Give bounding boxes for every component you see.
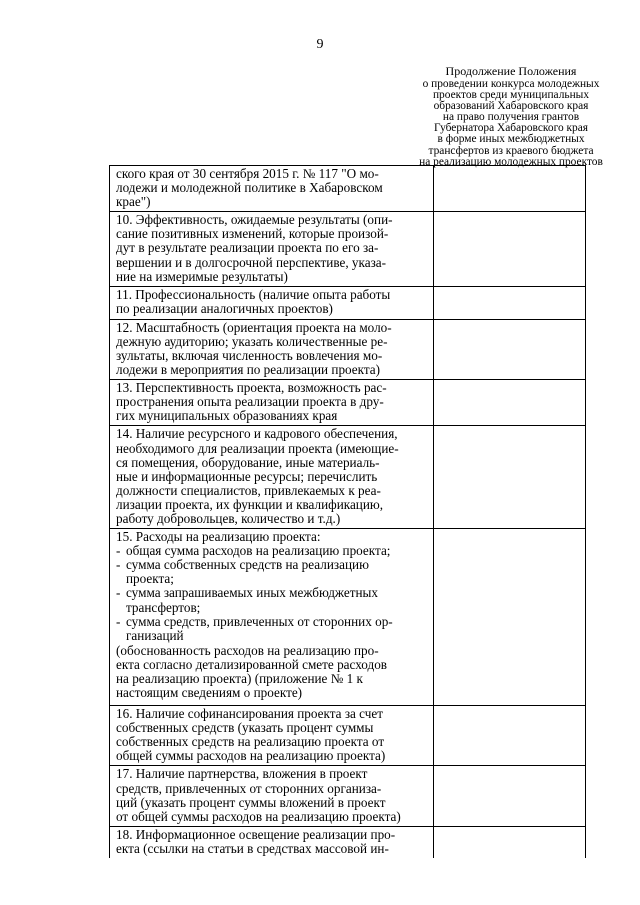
caption-line: образований Хабаровского края bbox=[433, 100, 589, 113]
list-item bbox=[116, 586, 429, 614]
table-row bbox=[110, 380, 586, 426]
criterion-text bbox=[110, 286, 434, 319]
text-line: общая сумма расходов на реализацию проекта; bbox=[126, 543, 391, 559]
table-row bbox=[110, 529, 586, 706]
caption-line: Губернатора Хабаровского края bbox=[433, 122, 589, 135]
table-row bbox=[110, 426, 586, 529]
text-line: ций (указать процент суммы вложений в проект bbox=[116, 794, 386, 810]
score-cell[interactable] bbox=[434, 826, 586, 858]
criterion-text bbox=[110, 826, 434, 858]
text-line: зультаты, включая численность вовлечения мо- bbox=[116, 347, 383, 363]
text-line: 18. Информационное освещение реализации про- bbox=[116, 826, 396, 842]
text-line: лодежи в мероприятия по реализации проекта) bbox=[116, 362, 381, 378]
caption-line: на право получения грантов bbox=[442, 111, 580, 124]
caption-line: в форме иных межбюджетных bbox=[437, 133, 585, 146]
text-line: должности специалистов, привлекаемых к реа- bbox=[116, 482, 381, 498]
text-line: общей суммы расходов на реализацию проекта) bbox=[116, 748, 386, 764]
text-line: сумма средств, привлеченных от сторонних ор- bbox=[126, 613, 393, 629]
score-cell[interactable] bbox=[434, 319, 586, 379]
text-line: екта согласно детализированной смете расходов bbox=[116, 656, 388, 672]
page-number: 9 bbox=[316, 37, 324, 52]
criterion-text bbox=[110, 766, 434, 826]
text-line: ского края от 30 сентября 2015 г. № 117 "О мо- bbox=[116, 166, 379, 181]
table-row bbox=[110, 319, 586, 379]
text-line: 10. Эффективность, ожидаемые результаты (опи- bbox=[116, 212, 393, 228]
criterion-text bbox=[110, 426, 434, 529]
text-line: лодежи и молодежной политике в Хабаровском bbox=[116, 180, 383, 196]
caption-line: Продолжение Положения bbox=[445, 64, 577, 78]
text-line: 17. Наличие партнерства, вложения в проект bbox=[116, 766, 368, 782]
text-line: от общей суммы расходов на реализацию проекта) bbox=[116, 808, 401, 824]
score-cell[interactable] bbox=[434, 766, 586, 826]
criteria-table bbox=[109, 165, 586, 858]
score-cell[interactable] bbox=[434, 426, 586, 529]
text-line: ся помещения, оборудование, иные материаль- bbox=[116, 454, 380, 470]
dash-mark: - bbox=[116, 585, 121, 601]
criterion-text bbox=[110, 212, 434, 286]
table-row bbox=[110, 766, 586, 826]
text-line: трансфертов; bbox=[126, 599, 201, 615]
criterion-text bbox=[110, 529, 434, 706]
document-caption bbox=[380, 65, 640, 168]
table-row bbox=[110, 706, 586, 766]
score-cell[interactable] bbox=[434, 286, 586, 319]
text-line: екта (ссылки на статьи в средствах массовой ин- bbox=[116, 840, 389, 856]
table-row bbox=[110, 212, 586, 286]
text-line: крае") bbox=[116, 194, 151, 210]
text-line: 14. Наличие ресурсного и кадрового обеспечения, bbox=[116, 426, 398, 442]
text-line: работу добровольцев, количество и т.д.) bbox=[116, 510, 341, 526]
text-line: 11. Профессиональность (наличие опыта работы bbox=[116, 286, 391, 302]
text-line: ние на измеримые результаты) bbox=[116, 268, 288, 284]
text-line: сумма запрашиваемых иных межбюджетных bbox=[126, 585, 378, 601]
dash-mark: - bbox=[116, 613, 121, 629]
text-line: пространения опыта реализации проекта в дру- bbox=[116, 394, 384, 410]
text-line: гих муниципальных образованиях края bbox=[116, 408, 338, 424]
caption-line: на реализацию молодежных проектов bbox=[419, 155, 603, 168]
text-line: собственных средств (указать процент суммы bbox=[116, 720, 374, 736]
list-item bbox=[116, 615, 429, 643]
text-line: дут в результате реализации проекта по его за- bbox=[116, 240, 379, 256]
text-line: 13. Перспективность проекта, возможность рас- bbox=[116, 380, 387, 396]
text-line: (обоснованность расходов на реализацию про- bbox=[116, 642, 379, 658]
text-line: дежную аудиторию; указать количественные ре- bbox=[116, 333, 388, 349]
text-line: 15. Расходы на реализацию проекта: bbox=[116, 529, 321, 545]
text-line: по реализации аналогичных проектов) bbox=[116, 300, 333, 316]
score-cell[interactable] bbox=[434, 212, 586, 286]
criterion-text bbox=[110, 319, 434, 379]
text-line: вершении и в долгосрочной перспективе, указа- bbox=[116, 254, 387, 270]
table-row bbox=[110, 166, 586, 212]
criterion-text bbox=[110, 166, 434, 212]
caption-line: о проведении конкурса молодежных bbox=[422, 78, 600, 90]
text-line: 12. Масштабность (ориентация проекта на моло- bbox=[116, 319, 392, 335]
list-item bbox=[116, 558, 429, 586]
text-line: сумма собственных средств на реализацию bbox=[126, 557, 369, 573]
text-line: на реализацию проекта) (приложение № 1 к bbox=[116, 671, 363, 686]
caption-line: трансфертов из краевого бюджета bbox=[428, 144, 594, 157]
text-line: 16. Наличие софинансирования проекта за счет bbox=[116, 706, 384, 722]
text-line: проекта; bbox=[126, 571, 174, 587]
score-cell[interactable] bbox=[434, 380, 586, 426]
score-cell[interactable] bbox=[434, 529, 586, 706]
text-line: необходимого для реализации проекта (имеющие- bbox=[116, 440, 399, 456]
score-cell[interactable] bbox=[434, 706, 586, 766]
dash-mark: - bbox=[116, 557, 121, 573]
text-line: ные и информационные ресурсы; перечислить bbox=[116, 468, 378, 484]
table-row bbox=[110, 286, 586, 319]
text-line: собственных средств на реализацию проекта от bbox=[116, 734, 385, 750]
dash-mark: - bbox=[116, 543, 121, 559]
text-line: ганизаций bbox=[126, 627, 184, 643]
text-line: настоящим сведениям о проекте) bbox=[116, 685, 303, 701]
text-line: сание позитивных изменений, которые произой- bbox=[116, 226, 389, 242]
criterion-text bbox=[110, 706, 434, 766]
caption-line: проектов среди муниципальных bbox=[432, 89, 590, 102]
text-line: средств, привлеченных от сторонних организа- bbox=[116, 780, 382, 796]
score-cell[interactable] bbox=[434, 166, 586, 212]
text-line: лизации проекта, их функции и квалификацию, bbox=[116, 496, 384, 512]
table-row bbox=[110, 826, 586, 858]
list-item bbox=[116, 544, 429, 558]
criterion-text bbox=[110, 380, 434, 426]
